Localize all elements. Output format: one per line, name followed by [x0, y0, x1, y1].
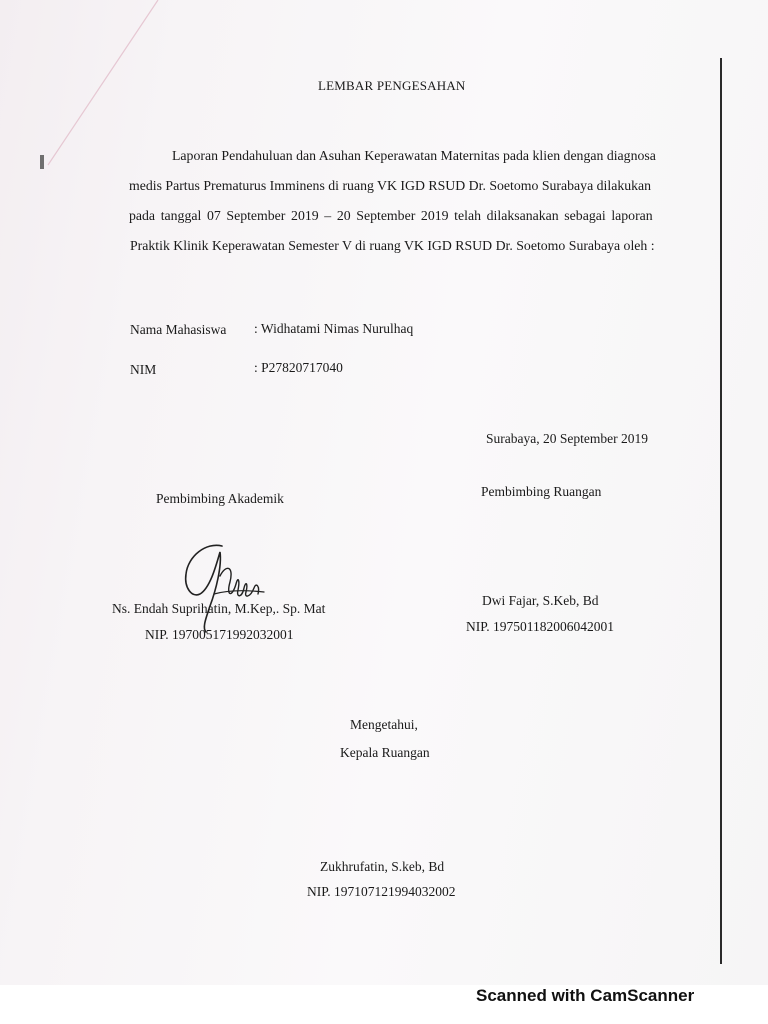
head-of-room-nip: NIP. 197107121994032002 [307, 884, 456, 899]
head-of-room-role: Kepala Ruangan [340, 745, 430, 760]
page-title: LEMBAR PENGESAHAN [318, 78, 466, 93]
head-of-room-name: Zukhrufatin, S.keb, Bd [320, 859, 445, 874]
paper-fold-line [38, 0, 228, 170]
binding-mark [40, 155, 44, 169]
paragraph-line: medis Partus Prematurus Imminens di ruang VK IGD RSUD Dr. Soetomo Surabaya dilakukan [129, 178, 652, 193]
room-supervisor-nip: NIP. 197501182006042001 [466, 619, 615, 634]
room-supervisor-name: Dwi Fajar, S.Keb, Bd [482, 593, 599, 608]
academic-supervisor-name: Ns. Endah Suprihatin, M.Kep,. Sp. Mat [112, 601, 326, 616]
paragraph-line: Praktik Klinik Keperawatan Semester V di ruang VK IGD RSUD Dr. Soetomo Surabaya oleh : [130, 238, 655, 253]
handwritten-signature [176, 536, 276, 636]
paper-edge-line [720, 58, 722, 964]
camscanner-watermark: Scanned with CamScanner [476, 986, 695, 1005]
academic-supervisor-nip: NIP. 197005171992032001 [145, 627, 294, 642]
student-name-label: Nama Mahasiswa [130, 322, 227, 337]
student-name-value: : Widhatami Nimas Nurulhaq [254, 321, 414, 336]
student-nim-value: : P27820717040 [254, 360, 343, 375]
student-nim-label: NIM [130, 362, 157, 377]
acknowledged-label: Mengetahui, [350, 717, 418, 732]
paragraph-line: pada tanggal 07 September 2019 – 20 September 2019 telah dilaksanakan sebagai laporan [129, 208, 653, 223]
academic-supervisor-role: Pembimbing Akademik [156, 491, 284, 506]
place-date: Surabaya, 20 September 2019 [486, 431, 648, 446]
room-supervisor-role: Pembimbing Ruangan [481, 484, 602, 499]
paragraph-line: Laporan Pendahuluan dan Asuhan Keperawatan Maternitas pada klien dengan diagnosa [172, 148, 656, 163]
